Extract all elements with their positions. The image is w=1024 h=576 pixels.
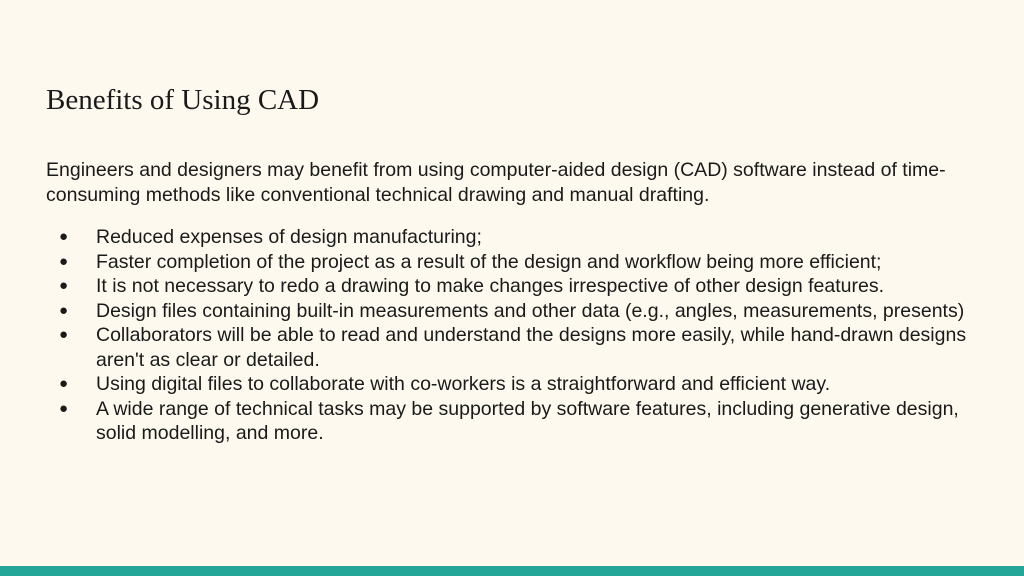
bullet-text: It is not necessary to redo a drawing to make changes irrespective of other design features.	[96, 275, 885, 297]
slide-body	[46, 158, 986, 446]
bullet-text: Collaborators will be able to read and understand the designs more easily, while hand-drawn designs aren't as clear or detailed.	[96, 324, 967, 371]
bullet-icon: ●	[59, 326, 69, 343]
bullet-text: Design files containing built-in measurements and other data (e.g., angles, measurements, presents)	[96, 299, 965, 322]
bullet-list	[46, 225, 986, 446]
slide-title: Benefits of Using CAD	[46, 84, 320, 116]
bullet-text: Reduced expenses of design manufacturing;	[96, 226, 482, 248]
bullet-item	[46, 372, 986, 397]
bullet-item	[46, 274, 986, 299]
bullet-item	[46, 225, 986, 250]
bullet-item	[46, 323, 986, 372]
bullet-icon: ●	[59, 228, 69, 245]
bullet-text: Using digital files to collaborate with co-workers is a straightforward and efficient way.	[96, 373, 831, 395]
bullet-item	[46, 250, 986, 275]
intro-paragraph: Engineers and designers may benefit from using computer-aided design (CAD) software instead of time-consuming methods like conventional technical drawing and manual drafting.	[46, 159, 946, 206]
bullet-text: Faster completion of the project as a result of the design and workflow being more efficient;	[96, 250, 882, 273]
footer-accent-bar	[0, 566, 1024, 576]
bullet-icon: ●	[59, 399, 69, 417]
bullet-icon: ●	[59, 301, 69, 319]
bullet-icon: ●	[59, 277, 69, 294]
bullet-item	[46, 397, 986, 446]
bullet-text: A wide range of technical tasks may be supported by software features, including generative design, solid modelling, and more.	[96, 397, 959, 444]
bullet-icon: ●	[59, 375, 69, 392]
bullet-item	[46, 299, 986, 324]
bullet-icon: ●	[59, 252, 69, 270]
